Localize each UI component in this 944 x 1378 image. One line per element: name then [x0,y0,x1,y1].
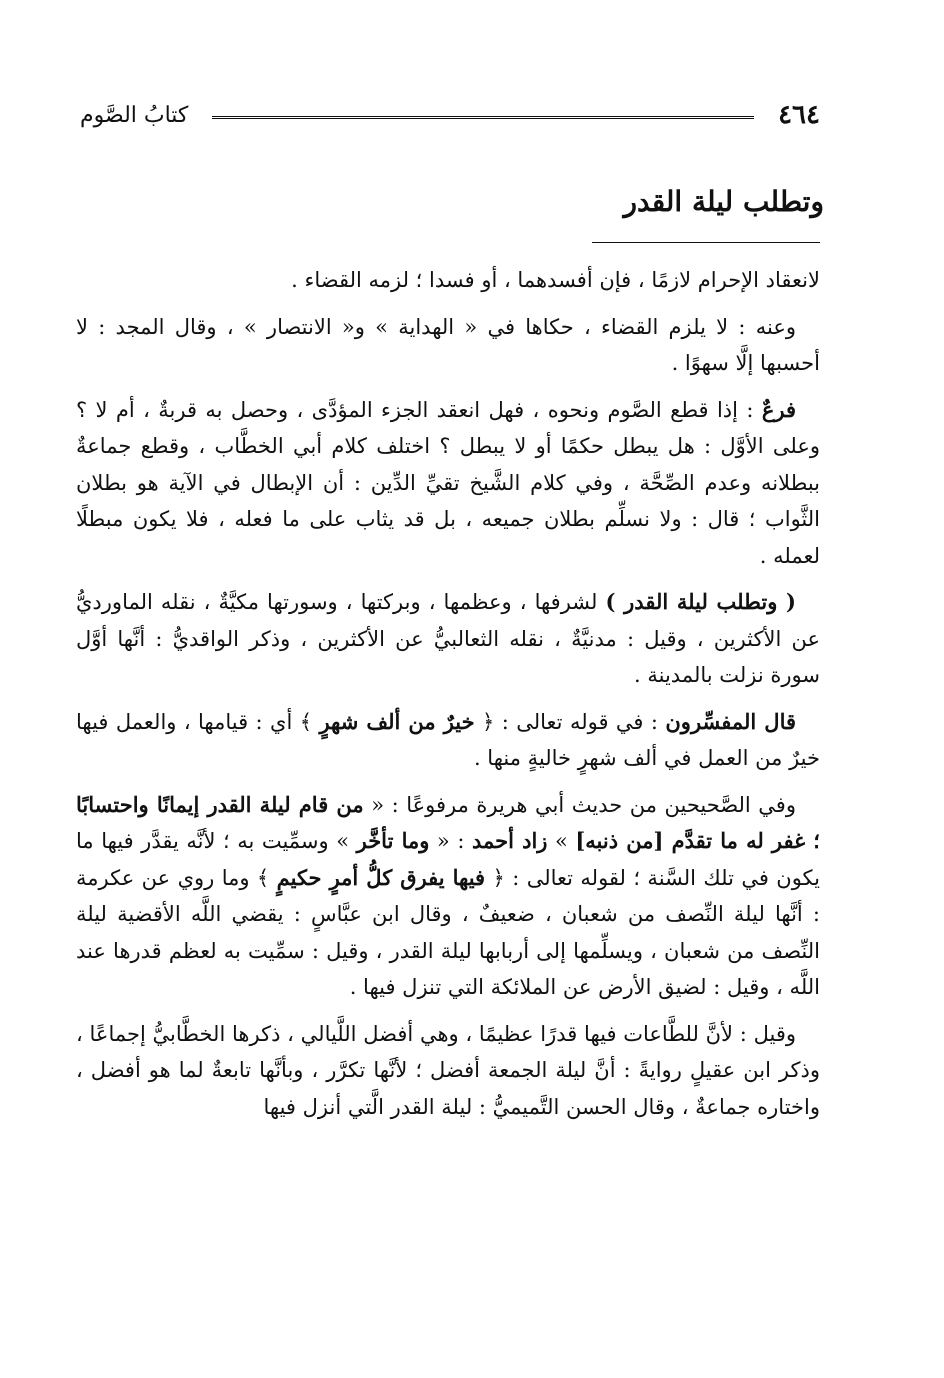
text-segment: : « [429,829,472,853]
paragraph [76,392,820,575]
paragraph [76,309,820,382]
section-title: وتطلب ليلة القدر [623,185,824,218]
bold-text-segment: وما تأخَّر [356,828,430,853]
header-rule [212,116,754,119]
bold-text-segment: من قام ليلة القدر إيمانًا واحتسابًا ؛ غفر له ما تقدَّم [من ذنبه] [76,791,820,853]
title-rule [592,242,820,243]
bold-text-segment: فرعٌ [761,396,796,422]
text-segment: وفي الصَّحيحين من حديث أبي هريرة مرفوعًا : « [363,792,796,817]
bold-text-segment: زاد أحمد [471,828,548,853]
bold-text-segment: خيرٌ من ألف شهرٍ [319,708,475,734]
paragraph [76,584,820,694]
text-segment: لشرفها ، وعظمها ، وبركتها ، وسورتها مكيَّةٌ ، نقله الماورديُّ عن الأكثرين ، وقيل : مدنيَّةٌ ، نقله الثعالبيُّ عن الأكثرين ، وذكر الواقديُّ : أنَّها أوَّل سورة نزلت بالمدينة . [76,590,820,687]
page-number: ٤٦٤ [778,100,820,130]
paragraph [76,262,820,299]
paragraph [76,704,820,777]
text-segment: وقيل : لأنَّ للطَّاعات فيها قدرًا عظيمًا ، وهي أفضل اللَّيالي ، ذكرها الخطَّابيُّ إجماعًا ، وذكر ابن عقيلٍ روايةً : أنَّ ليلة الجمعة أفضل ؛ لأنَّها تكرَّر ، وبأنَّها تابعةٌ لما هو أفضل ، واختاره جماعةٌ ، وقال الحسن التَّميميُّ : ليلة القدر الَّتي أنزل فيها [76,1021,820,1119]
paragraph [76,1016,820,1126]
text-segment: : إذا قطع الصَّوم ونحوه ، فهل انعقد الجزء المؤدَّى ، وحصل به قربةٌ ، أم لا ؟ وعلى الأوَّل : هل يبطل حكمًا أو لا يبطل ؟ اختلف كلام أبي الخطَّاب ، وقطع جماعةٌ ببطلانه وعدم الصِّحَّة ، وفي كلام الشَّيخ تقيِّ الدِّين : أن الإبطال في الآية هو بطلان الثَّواب ؛ قال : ولا نسلِّم بطلان جميعه ، بل قد يثاب على ما فعله ، فلا يكون مبطلًا لعمله . [76,397,820,568]
running-title: كتابُ الصَّوم [80,102,189,128]
body-text [76,262,820,1135]
bold-text-segment: قال المفسِّرون [665,708,797,734]
text-segment: » [547,829,576,853]
text-segment: لانعقاد الإحرام لازمًا ، فإن أفسدهما ، أو فسدا ؛ لزمه القضاء . [291,268,820,292]
bold-text-segment: ( وتطلب ليلة القدر ) [605,589,796,614]
page-header [80,95,820,135]
text-segment: ﴾ أي : قيامها ، والعمل فيها خيرٌ من العمل في ألف شهرٍ خاليةٍ منها . [76,709,820,770]
bold-text-segment: فيها يفرق كلُّ أمرٍ حكيمٍ [276,864,486,890]
text-segment: ﴾ وما روي عن عكرمة : أنَّها ليلة النِّصف من شعبان ، ضعيفٌ ، وقال ابن عبَّاسٍ : يقضي اللَّه الأقضية ليلة النِّصف من شعبان ، ويسلِّمها إلى أربابها ليلة القدر ، وقيل : سمِّيت به لعظم قدرها عند اللَّه ، وقيل : لضيق الأرض عن الملائكة التي تنزل فيها . [76,865,820,999]
text-segment: : في قوله تعالى : ﴿ [474,709,666,734]
paragraph [76,787,820,1006]
text-segment: وعنه : لا يلزم القضاء ، حكاها في « الهداية » و« الانتصار » ، وقال المجد : لا أحسبها إلَّا سهوًا . [76,314,820,375]
text-segment: » وسمِّيت به ؛ لأنَّه يقدَّر فيها ما يكون في تلك السَّنة ؛ لقوله تعالى : ﴿ [76,829,820,890]
